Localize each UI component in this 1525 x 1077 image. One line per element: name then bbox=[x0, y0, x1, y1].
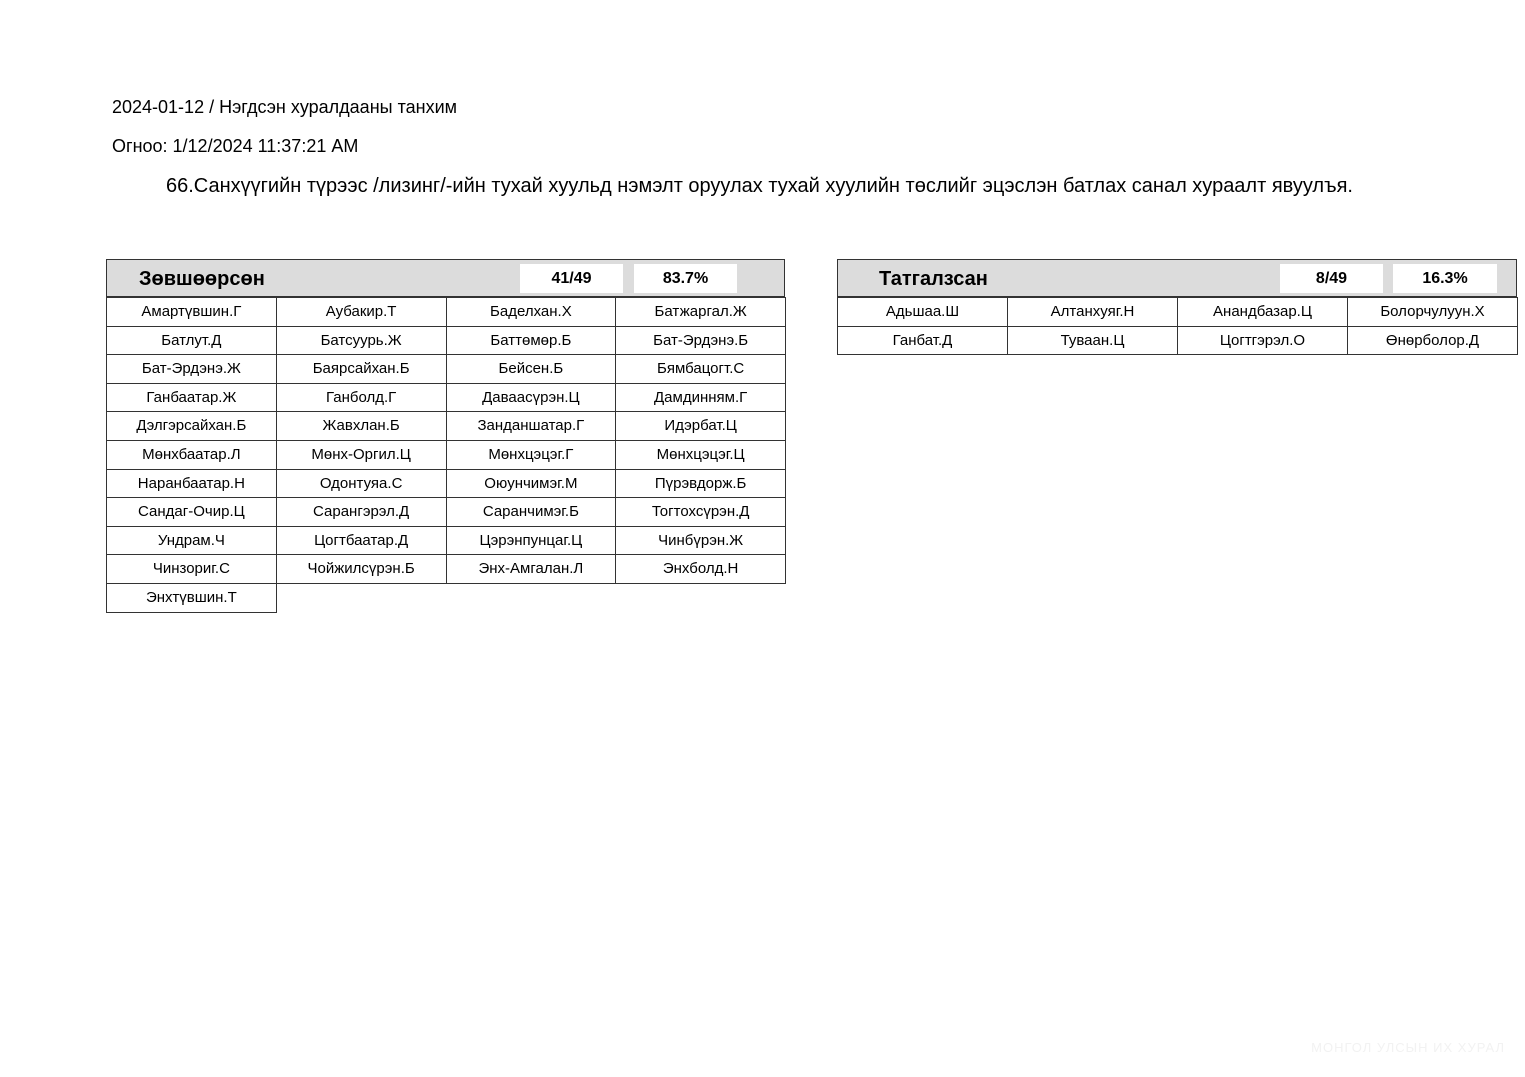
voter-name-cell: Бямбацогт.С bbox=[615, 354, 786, 384]
voter-name-cell: Мөнхбаатар.Л bbox=[106, 440, 277, 470]
voter-name-cell: Оюунчимэг.М bbox=[446, 469, 617, 499]
voter-name-cell: Баделхан.Х bbox=[446, 297, 617, 327]
voter-name-cell: Одонтуяа.С bbox=[276, 469, 447, 499]
voter-name-cell: Алтанхуяг.Н bbox=[1007, 297, 1178, 327]
voter-name-cell: Энхтүвшин.Т bbox=[106, 583, 277, 613]
rejected-count: 8/49 bbox=[1280, 264, 1383, 293]
rejected-header bbox=[837, 259, 1517, 297]
voter-name-cell: Болорчулуун.Х bbox=[1347, 297, 1518, 327]
voter-name-cell: Даваасүрэн.Ц bbox=[446, 383, 617, 413]
voter-name-cell: Цэрэнпунцаг.Ц bbox=[446, 526, 617, 556]
voter-name-cell: Батсуурь.Ж bbox=[276, 326, 447, 356]
voter-name-cell: Чинбүрэн.Ж bbox=[615, 526, 786, 556]
voter-name-cell: Ганболд.Г bbox=[276, 383, 447, 413]
voter-name-cell: Пүрэвдорж.Б bbox=[615, 469, 786, 499]
voter-name-cell: Чинзориг.С bbox=[106, 554, 277, 584]
voter-name-cell: Амартүвшин.Г bbox=[106, 297, 277, 327]
voter-name-cell: Анандбазар.Ц bbox=[1177, 297, 1348, 327]
approved-title: Зөвшөөрсөн bbox=[139, 268, 265, 290]
voter-name-cell: Баттөмөр.Б bbox=[446, 326, 617, 356]
rejected-panel bbox=[837, 259, 1517, 354]
voter-name-cell: Дамдинням.Г bbox=[615, 383, 786, 413]
session-date-location: 2024-01-12 / Нэгдсэн хуралдааны танхим bbox=[112, 97, 457, 117]
voter-name-cell: Цогтгэрэл.О bbox=[1177, 326, 1348, 356]
voter-name-cell: Бат-Эрдэнэ.Ж bbox=[106, 354, 277, 384]
voter-name-cell: Батжаргал.Ж bbox=[615, 297, 786, 327]
voter-name-cell: Мөнхцэцэг.Ц bbox=[615, 440, 786, 470]
voter-name-cell: Адьшаа.Ш bbox=[837, 297, 1008, 327]
rejected-percent: 16.3% bbox=[1393, 264, 1497, 293]
voter-name-cell: Занданшатар.Г bbox=[446, 411, 617, 441]
voter-name-cell: Наранбаатар.Н bbox=[106, 469, 277, 499]
voter-name-cell: Аубакир.Т bbox=[276, 297, 447, 327]
motion-text: 66.Санхүүгийн түрээс /лизинг/-ийн тухай хуульд нэмэлт оруулах тухай хуулийн төслийг эцэслэн батлах санал хураалт явуулъя. bbox=[166, 175, 1353, 197]
voter-name-cell: Баярсайхан.Б bbox=[276, 354, 447, 384]
voter-name-cell: Туваан.Ц bbox=[1007, 326, 1178, 356]
watermark: МОНГОЛ УЛСЫН ИХ ХУРАЛ bbox=[1311, 1040, 1505, 1055]
voter-name-cell: Бейсен.Б bbox=[446, 354, 617, 384]
voter-name-cell: Дэлгэрсайхан.Б bbox=[106, 411, 277, 441]
voter-name-cell: Мөнх-Оргил.Ц bbox=[276, 440, 447, 470]
voter-name-cell: Тогтохсүрэн.Д bbox=[615, 497, 786, 527]
voter-name-cell: Сандаг-Очир.Ц bbox=[106, 497, 277, 527]
voter-name-cell: Сарангэрэл.Д bbox=[276, 497, 447, 527]
voter-name-cell: Батлут.Д bbox=[106, 326, 277, 356]
approved-header bbox=[106, 259, 785, 297]
rejected-title: Татгалзсан bbox=[879, 268, 988, 290]
voter-name-cell: Чойжилсүрэн.Б bbox=[276, 554, 447, 584]
voter-name-cell: Цогтбаатар.Д bbox=[276, 526, 447, 556]
voter-name-cell: Бат-Эрдэнэ.Б bbox=[615, 326, 786, 356]
voter-name-cell: Жавхлан.Б bbox=[276, 411, 447, 441]
voter-name-cell: Мөнхцэцэг.Г bbox=[446, 440, 617, 470]
approved-percent: 83.7% bbox=[634, 264, 737, 293]
voter-name-cell: Энхболд.Н bbox=[615, 554, 786, 584]
approved-panel bbox=[106, 259, 785, 612]
voter-name-cell: Өнөрболор.Д bbox=[1347, 326, 1518, 356]
approved-names-grid bbox=[106, 297, 785, 612]
vote-timestamp: Огноо: 1/12/2024 11:37:21 AM bbox=[112, 136, 359, 156]
approved-count: 41/49 bbox=[520, 264, 623, 293]
voter-name-cell: Энх-Амгалан.Л bbox=[446, 554, 617, 584]
voter-name-cell: Ундрам.Ч bbox=[106, 526, 277, 556]
voter-name-cell: Ганбат.Д bbox=[837, 326, 1008, 356]
voter-name-cell: Ганбаатар.Ж bbox=[106, 383, 277, 413]
rejected-names-grid bbox=[837, 297, 1517, 354]
voter-name-cell: Идэрбат.Ц bbox=[615, 411, 786, 441]
voter-name-cell: Саранчимэг.Б bbox=[446, 497, 617, 527]
